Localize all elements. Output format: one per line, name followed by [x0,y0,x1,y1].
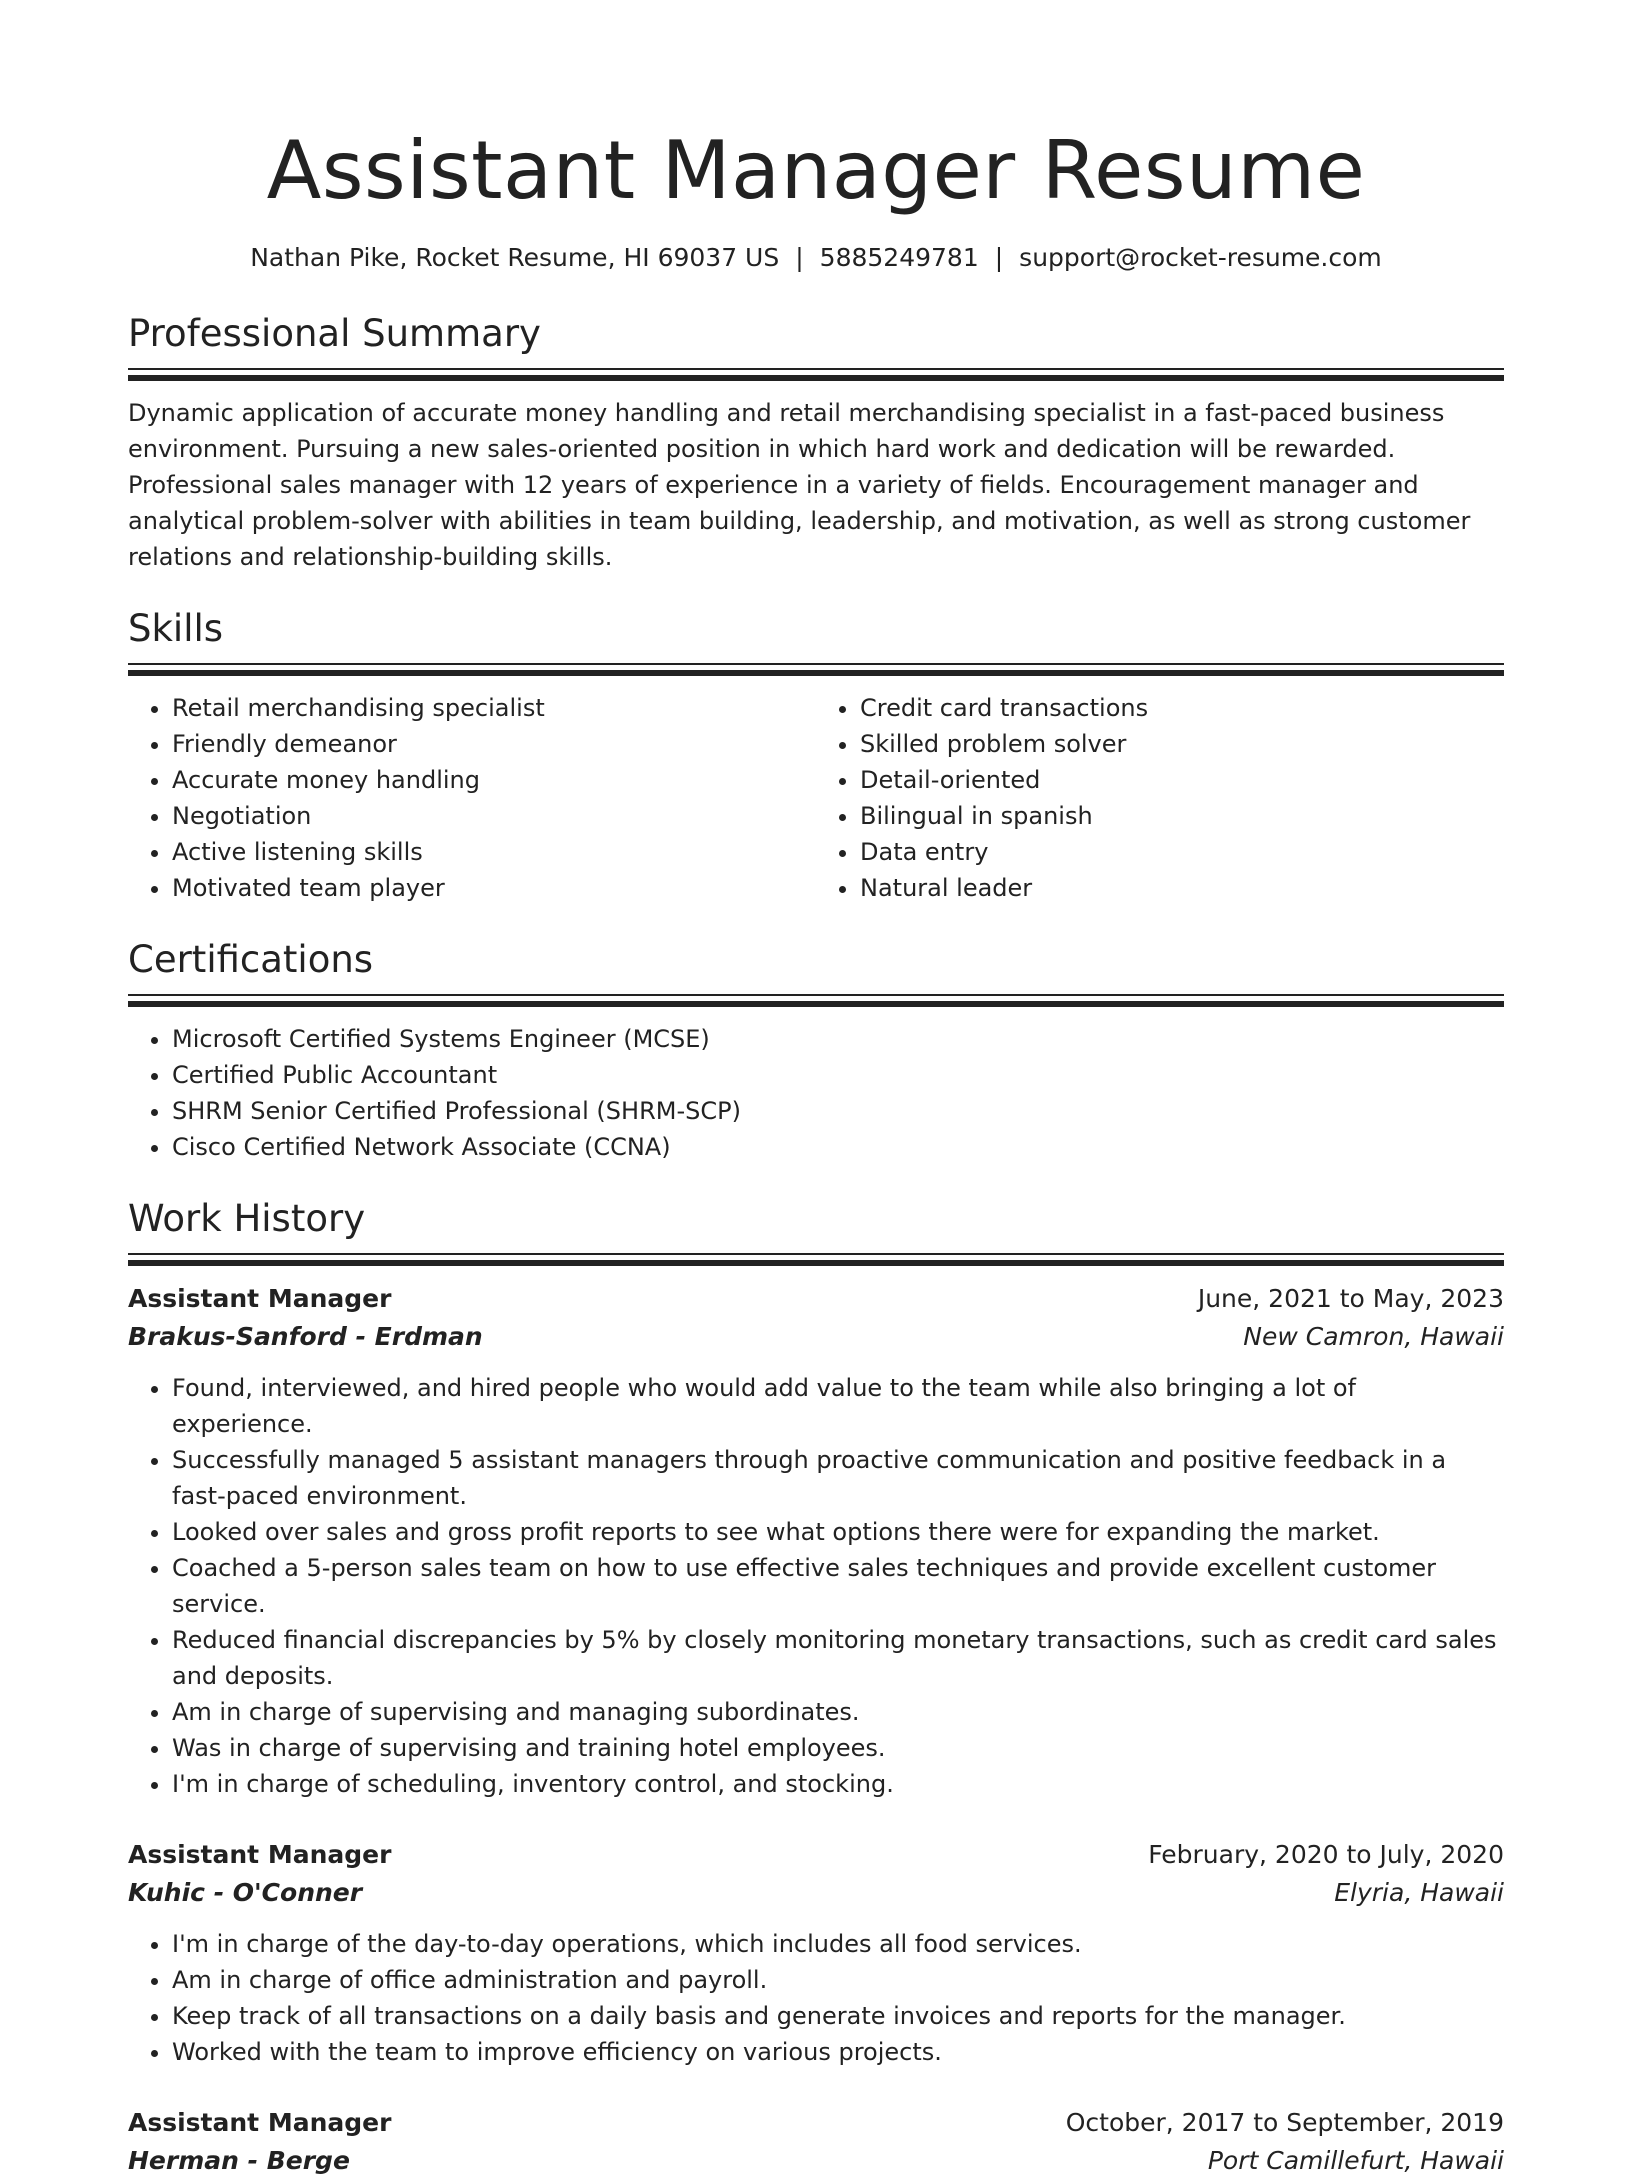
summary-text: Dynamic application of accurate money handling and retail merchandising specialist in a fast-paced business environment. Pursuing a new sales-oriented position in which hard work and dedication will be rewarded. Professional sales manager with 12 years of experience in a variety of fields. Encouragement manager and analytical problem-solver with abilities in team building, leadership, and motivation, as well as strong customer relations and relationship-building skills. [128,399,1471,571]
skills-list [128,690,816,906]
skill-item: • Motivated team player [172,870,816,906]
contact-separator: | [795,243,804,272]
certification-item: • SHRM Senior Certified Professional (SHRM-SCP) [172,1093,1504,1129]
job-location: Elyria, Hawaii [1334,1878,1504,1907]
contact-phone: 5885249781 [819,243,979,272]
section-heading-summary: Professional Summary [128,312,541,355]
job-entry [128,1836,1504,2070]
certification-item: • Cisco Certified Network Associate (CCNA) [172,1129,1504,1165]
job-subheader [128,1318,1504,1356]
job-subheader [128,2142,1504,2180]
job-company: Herman - Berge [128,2146,350,2175]
work-history-section [128,1193,1504,2180]
job-company: Brakus-Sanford - Erdman [128,1322,483,1351]
section-divider [128,368,1504,381]
job-dates: February, 2020 to July, 2020 [1148,1840,1504,1869]
skill-item: • Natural leader [860,870,1504,906]
summary-section [128,308,1504,575]
job-bullet: • Looked over sales and gross profit reports to see what options there were for expanding the market. [172,1514,1504,1550]
job-subheader [128,1874,1504,1912]
section-heading-work-history: Work History [128,1197,366,1240]
section-divider [128,1253,1504,1266]
page-title: Assistant Manager Resume [266,124,1366,217]
section-divider [128,663,1504,676]
job-title: Assistant Manager [128,1840,392,1869]
skill-item: • Friendly demeanor [172,726,816,762]
certification-item: • Certified Public Accountant [172,1057,1504,1093]
job-bullet: • I'm in charge of the day-to-day operations, which includes all food services. [172,1926,1504,1962]
skill-item: • Negotiation [172,798,816,834]
job-bullet: • Successfully managed 5 assistant managers through proactive communication and positive feedback in a fast-paced environment. [172,1442,1504,1514]
contact-separator: | [994,243,1004,272]
job-location: Port Camillefurt, Hawaii [1207,2146,1504,2175]
job-header [128,2104,1504,2142]
job-bullet: • Coached a 5-person sales team on how to use effective sales techniques and provide excellent customer service. [172,1550,1504,1622]
job-title: Assistant Manager [128,2108,392,2137]
contact-address: Nathan Pike, Rocket Resume, HI 69037 US [250,243,780,272]
job-bullet: • I'm in charge of scheduling, inventory control, and stocking. [172,1766,1504,1802]
job-bullet: • Found, interviewed, and hired people who would add value to the team while also bringing a lot of experience. [172,1370,1504,1442]
job-bullet-list [128,1370,1504,1802]
skill-item: • Credit card transactions [860,690,1504,726]
job-title: Assistant Manager [128,1284,392,1313]
job-bullet: • Was in charge of supervising and training hotel employees. [172,1730,1504,1766]
skills-section [128,603,1504,906]
job-bullet: • Keep track of all transactions on a daily basis and generate invoices and reports for the manager. [172,1998,1504,2034]
certification-item: • Microsoft Certified Systems Engineer (MCSE) [172,1021,1504,1057]
skill-item: • Data entry [860,834,1504,870]
contact-email: support@rocket-resume.com [1019,243,1382,272]
certifications-list [128,1021,1504,1165]
skill-item: • Active listening skills [172,834,816,870]
skills-grid [128,690,1504,906]
skill-item: • Detail-oriented [860,762,1504,798]
job-dates: June, 2021 to May, 2023 [1197,1284,1504,1313]
certifications-section [128,934,1504,1165]
skills-column-left [128,690,816,906]
job-header [128,1836,1504,1874]
job-bullet-list [128,1926,1504,2070]
job-bullet: • Worked with the team to improve efficiency on various projects. [172,2034,1504,2070]
skill-item: • Accurate money handling [172,762,816,798]
skills-list [816,690,1504,906]
job-location: New Camron, Hawaii [1243,1322,1504,1351]
job-entry [128,1280,1504,1802]
job-header [128,1280,1504,1318]
skill-item: • Retail merchandising specialist [172,690,816,726]
section-divider [128,994,1504,1007]
skill-item: • Skilled problem solver [860,726,1504,762]
contact-line [128,240,1504,276]
section-heading-skills: Skills [128,607,224,650]
section-heading-certifications: Certifications [128,938,374,981]
job-company: Kuhic - O'Conner [128,1878,363,1907]
job-bullet: • Am in charge of supervising and managing subordinates. [172,1694,1504,1730]
skills-column-right [816,690,1504,906]
job-bullet: • Am in charge of office administration and payroll. [172,1962,1504,1998]
job-dates: October, 2017 to September, 2019 [1065,2108,1504,2137]
job-bullet: • Reduced financial discrepancies by 5% by closely monitoring monetary transactions, such as credit card sales and deposits. [172,1622,1504,1694]
job-entry [128,2104,1504,2180]
skill-item: • Bilingual in spanish [860,798,1504,834]
